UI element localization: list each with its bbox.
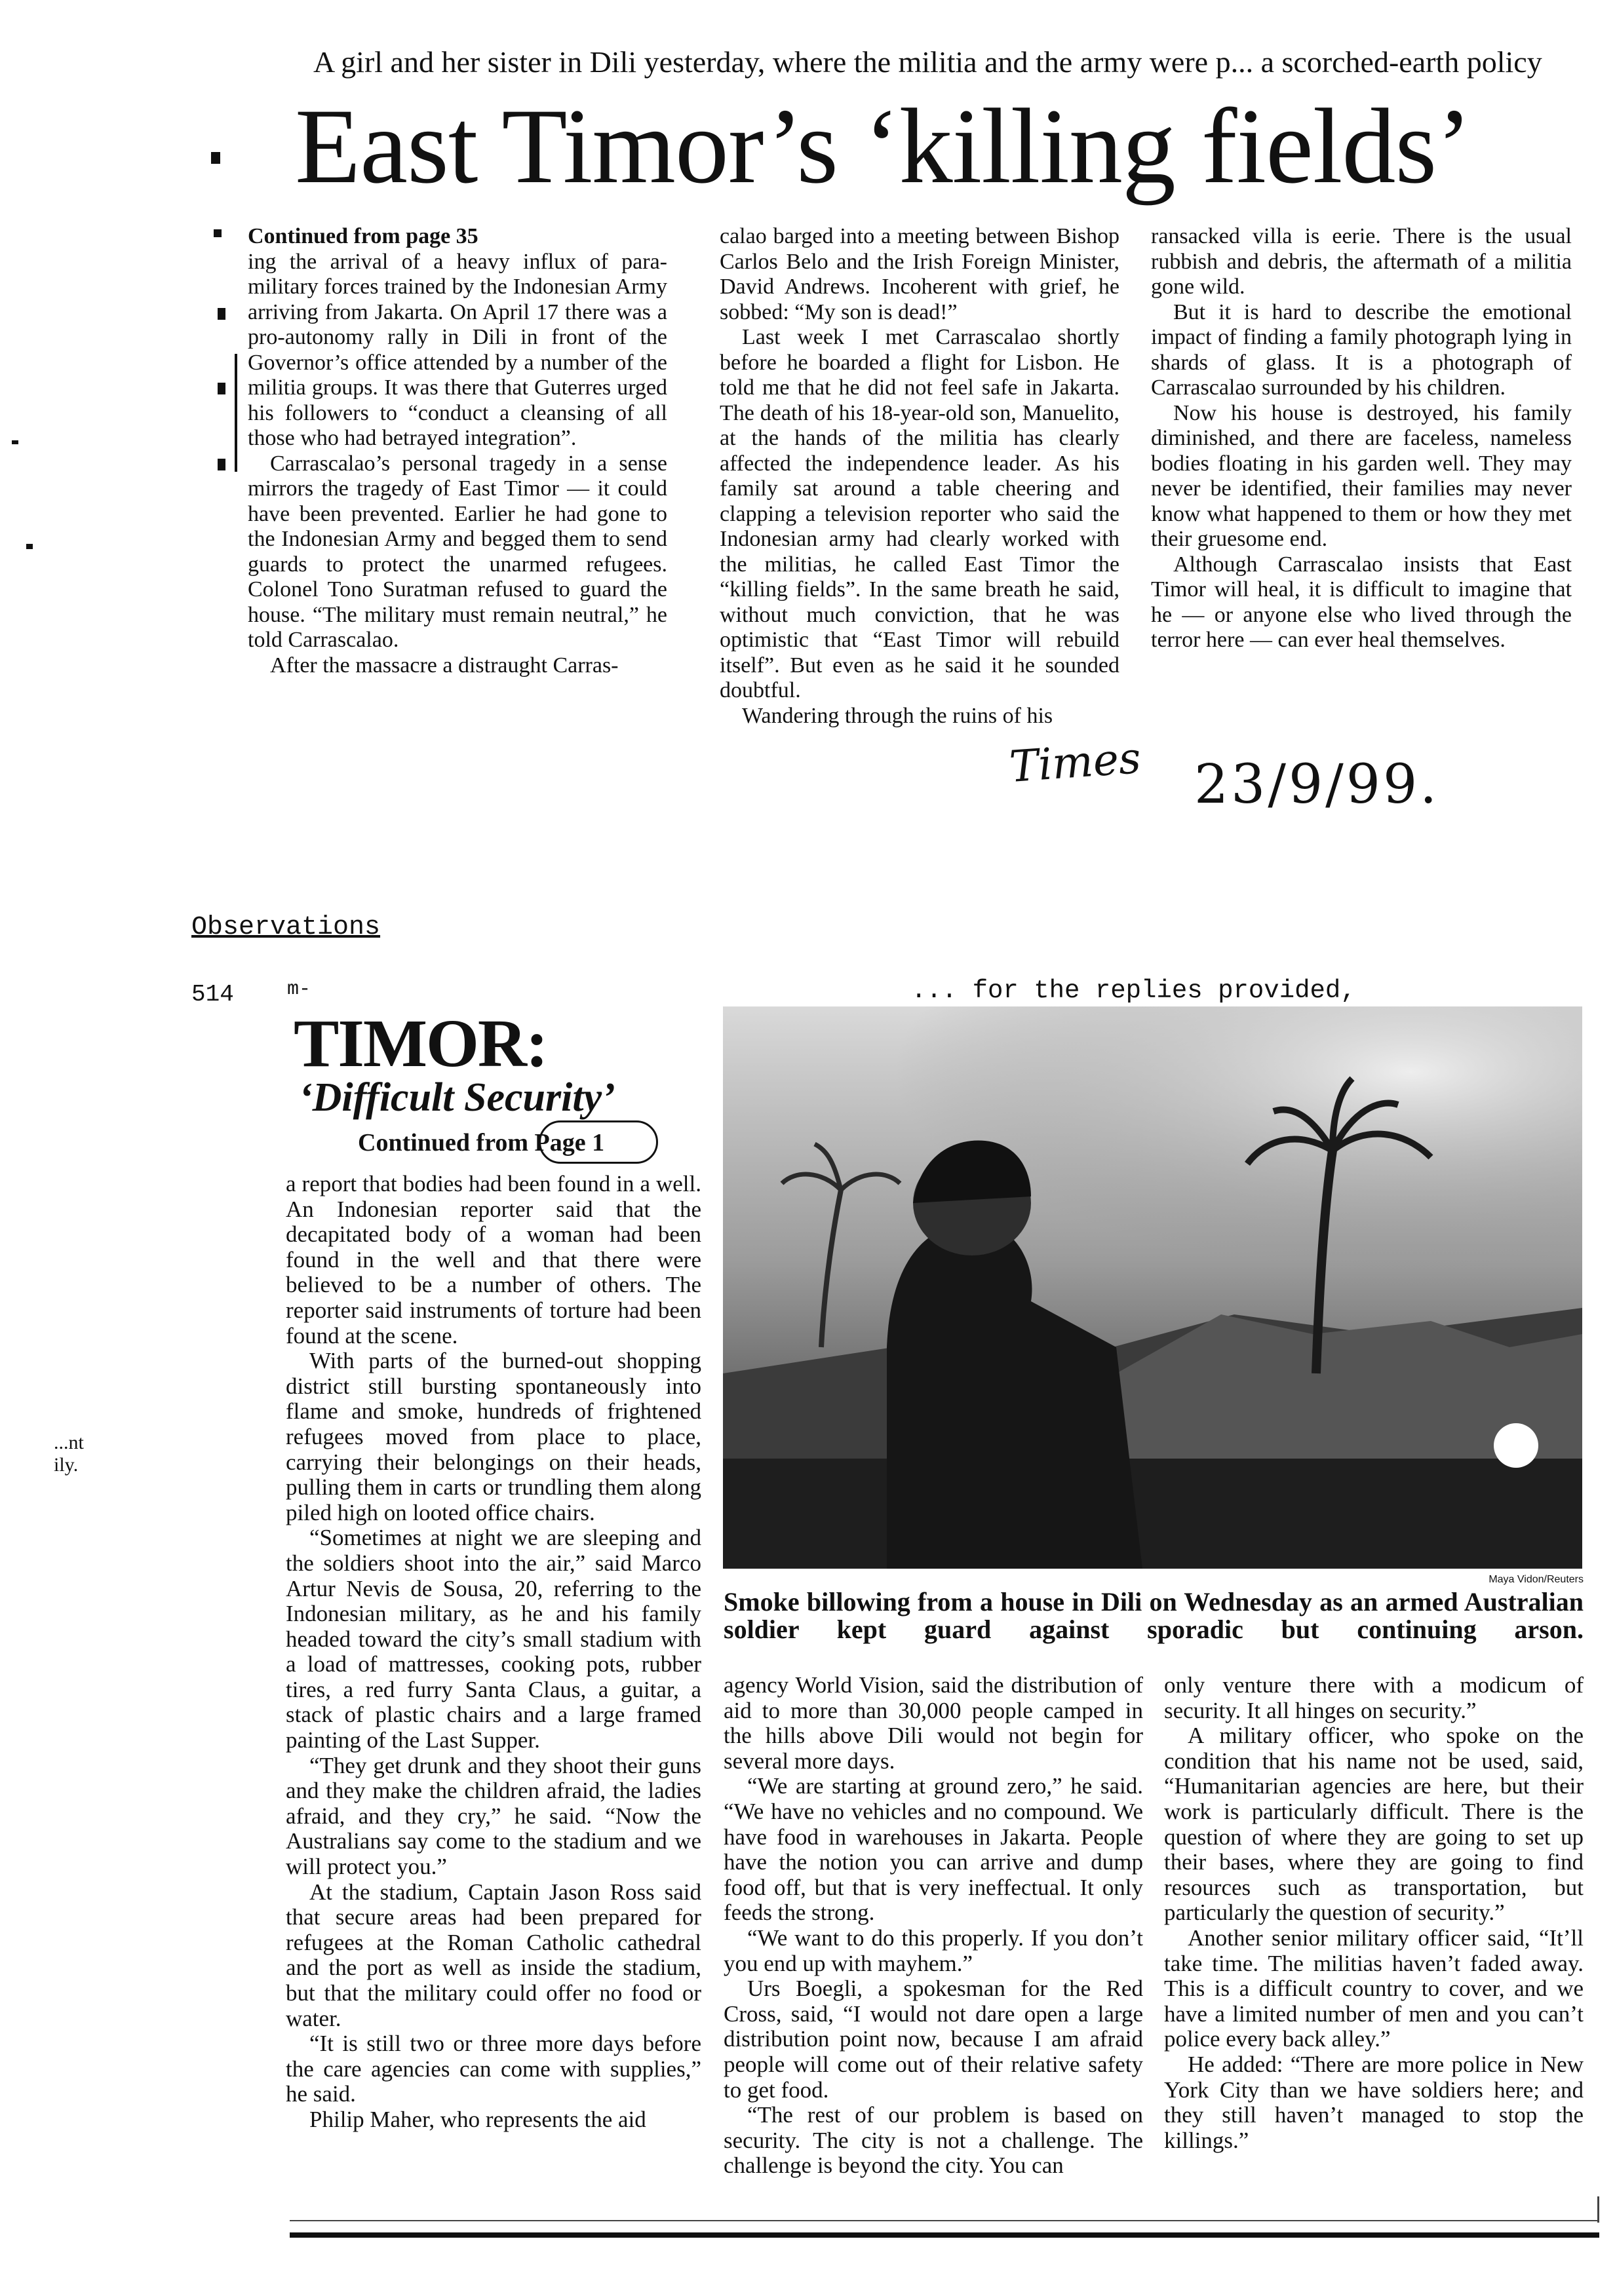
paragraph: At the stadium, Captain Jason Ross said that secure areas had been prepared for refugees at the Roman Catholic cathedral and the port as well as inside the stadium, but that the military could offer no food or water. xyxy=(286,1879,701,2031)
paragraph: Wandering through the ruins of his xyxy=(742,703,1053,728)
paragraph: “They get drunk and they shoot their guns and they make the children afraid, the ladies afraid, and they cry,” he said. “Now the Australians say come to the stadium and we will protect you.” xyxy=(286,1752,701,1880)
paragraph: agency World Vision, said the distribution of aid to more than 30,000 people camped in the hills above Dili would not begin for several more days. xyxy=(724,1672,1143,1774)
paragraph: “We are starting at ground zero,” he said. “We have no vehicles and no compound. We have food in warehouses in Jakarta. People have the notion you can arrive and dump food off, but that is very ineffectual. It only feeds the strong. xyxy=(724,1773,1143,1926)
margin-mark xyxy=(214,229,222,237)
paragraph: Last week I met Carrascalao shortly before he boarded a flight for Lisbon. He told me that he did not feel safe in Jakarta. The death of his 18-year-old son, Manuelito, at the hands of the militia has clearly affected the independence leader. As his family sat around a table cheering and clapping a television reporter who said the Indonesian army had clearly worked with the militias, he called East Timor the “killing fields”. In the same breath he said, without much conviction, that he was optimistic that “East Timor will rebuild itself”. But even as he said it he sounded doubtful. xyxy=(720,325,1119,702)
paragraph: ing the arrival of a heavy influx of para-military forces trained by the Indonesian Army arriving from Jakarta. On April 17 there was a pro-autonomy rally in Dili in front of the Governor’s office attended by a number of the militia groups. It was there that Guterres urged his followers to “conduct a cleansing of all those who had betrayed integration”. xyxy=(248,249,667,450)
article-headline: TIMOR: xyxy=(294,1006,547,1081)
paragraph: ransacked villa is eerie. There is the usual rubbish and debris, the aftermath of a militia gone wild. xyxy=(1151,224,1572,299)
margin-mark xyxy=(218,383,225,394)
paragraph: only venture there with a modicum of security. It all hinges on security.” xyxy=(1164,1672,1584,1723)
bottom-rule xyxy=(290,2220,1598,2221)
margin-mark xyxy=(12,440,18,444)
paragraph: With parts of the burned-out shopping district still bursting spontaneously into flame and smoke, hundreds of frightened refugees moved from place to place, carrying their belongings on their heads, pulling them in carts or trundling them along piled high on looted office chairs. xyxy=(286,1348,701,1525)
news-photo-illustration xyxy=(723,1006,1582,1569)
article-column-1 xyxy=(248,224,667,678)
margin-bracket-mark xyxy=(235,354,237,472)
paragraph: Philip Maher, who represents the aid xyxy=(309,2106,646,2132)
margin-text-fragment: ily. xyxy=(54,1454,79,1476)
paragraph: After the massacre a distraught Carras- xyxy=(270,653,619,678)
margin-mark xyxy=(26,544,33,549)
continued-from-label: Continued from page 35 xyxy=(248,224,478,248)
page-number: 514 xyxy=(191,981,234,1008)
article-column-2 xyxy=(720,224,1119,729)
paragraph: “We want to do this properly. If you don’t you end up with mayhem.” xyxy=(724,1924,1143,1976)
paragraph: He added: “There are more police in New York City than we have soldiers here; and they still haven’t managed to stop the killings.” xyxy=(1164,2051,1584,2153)
margin-text-fragment: ...nt xyxy=(54,1432,84,1453)
news-photo xyxy=(723,1006,1582,1569)
pen-circle-mark xyxy=(539,1120,658,1164)
paragraph: Although Carrascalao insists that East Timor will heal, it is difficult to imagine that he — or anyone else who lived through the terror here — can ever heal themselves. xyxy=(1151,552,1572,652)
article-column-3 xyxy=(1164,1673,1584,2153)
paragraph: a report that bodies had been found in a well. An Indonesian reporter said that the decapitated body of a woman had been found in the well and that there were believed to be a number of others. The reporter said instruments of torture had been found at the scene. xyxy=(286,1171,701,1349)
article-column-2 xyxy=(724,1673,1143,2179)
paragraph: “Sometimes at night we are sleeping and the soldiers shoot into the air,” said Marco Artur Nevis de Sousa, 20, referring to the Indonesian military, as he and his family headed toward the city’s small stadium with a load of mattresses, cooking pots, rubber tires, a red furry Santa Claus, a guitar, a stack of plastic chairs and a large framed painting of the Last Supper. xyxy=(286,1525,701,1753)
continued-page: Page 1 xyxy=(534,1129,605,1157)
paragraph: But it is hard to describe the emotional impact of finding a family photograph lying in shards of glass. It is a photograph of Carrascalao surrounded by his children. xyxy=(1151,299,1572,400)
handwritten-source-note: Times xyxy=(1007,733,1143,792)
paragraph: Another senior military officer said, “It’ll take time. The militias haven’t faded away. This is a difficult country to cover, and we have a limited number of men and you can’t police every back alley.” xyxy=(1164,1924,1584,2052)
handwritten-date-note: 23/9/99. xyxy=(1194,754,1440,816)
section-label: Observations xyxy=(191,913,381,942)
paragraph: Carrascalao’s personal tragedy in a sense mirrors the tragedy of East Timor — it could have been prevented. Earlier he had gone to the Indonesian Army and begged them to send guards to protect the unarmed refugees. Colonel Tono Suratman refused to guard the house. “The military must remain neutral,” he told Carrascalao. xyxy=(248,451,667,652)
paragraph: Now his house is destroyed, his family diminished, and there are faceless, nameless bodies floating in his garden well. They may never be identified, their families may never know what happened to them or how they met their gruesome end. xyxy=(1151,400,1572,551)
paragraph: calao barged into a meeting between Bishop Carlos Belo and the Irish Foreign Minister, David Andrews. Incoherent with grief, he sobbed: “My son is dead!” xyxy=(720,224,1119,324)
bottom-rule-thick xyxy=(290,2232,1599,2238)
margin-mark xyxy=(218,308,225,320)
margin-mark xyxy=(218,459,225,470)
photo-caption-fragment: A girl and her sister in Dili yesterday, where the militia and the army were p... a scorched-earth policy xyxy=(313,45,1542,79)
photo-credit: Maya Vidon/Reuters xyxy=(1489,1574,1584,1585)
article-column-3 xyxy=(1151,224,1572,653)
article-headline: East Timor’s ‘killing fields’ xyxy=(295,87,1471,206)
text-fragment: m- xyxy=(287,978,311,1001)
article-column-1 xyxy=(286,1172,701,2133)
paragraph: “It is still two or three more days before the care agencies can come with supplies,” he said. xyxy=(286,2031,701,2107)
paragraph: Urs Boegli, a spokesman for the Red Cross, said, “I would not dare open a large distribution point now, because I am afraid people will come out of their relative safety to get food. xyxy=(724,1976,1143,2103)
article-subhead: ‘Difficult Security’ xyxy=(299,1075,615,1120)
rule-tick xyxy=(1597,2196,1599,2223)
paragraph: A military officer, who spoke on the condition that his name not be used, said, “Humanitarian agencies are here, but their work is particularly difficult. There is the question of where they are going to set up their bases, where they are going to find resources such as transportation, but particularly the question of security.” xyxy=(1164,1723,1584,1926)
photo-caption: Smoke billowing from a house in Dili on Wednesday as an armed Australian soldier kept guard against sporadic but continuing arson. xyxy=(724,1587,1584,1644)
paragraph: “The rest of our problem is based on security. The city is not a challenge. The challenge is beyond the city. You can xyxy=(724,2102,1143,2179)
headline-bullet-mark xyxy=(211,152,220,164)
continued-prefix: Continued from xyxy=(358,1129,529,1157)
text-fragment: ... for the replies provided, xyxy=(911,976,1356,1005)
